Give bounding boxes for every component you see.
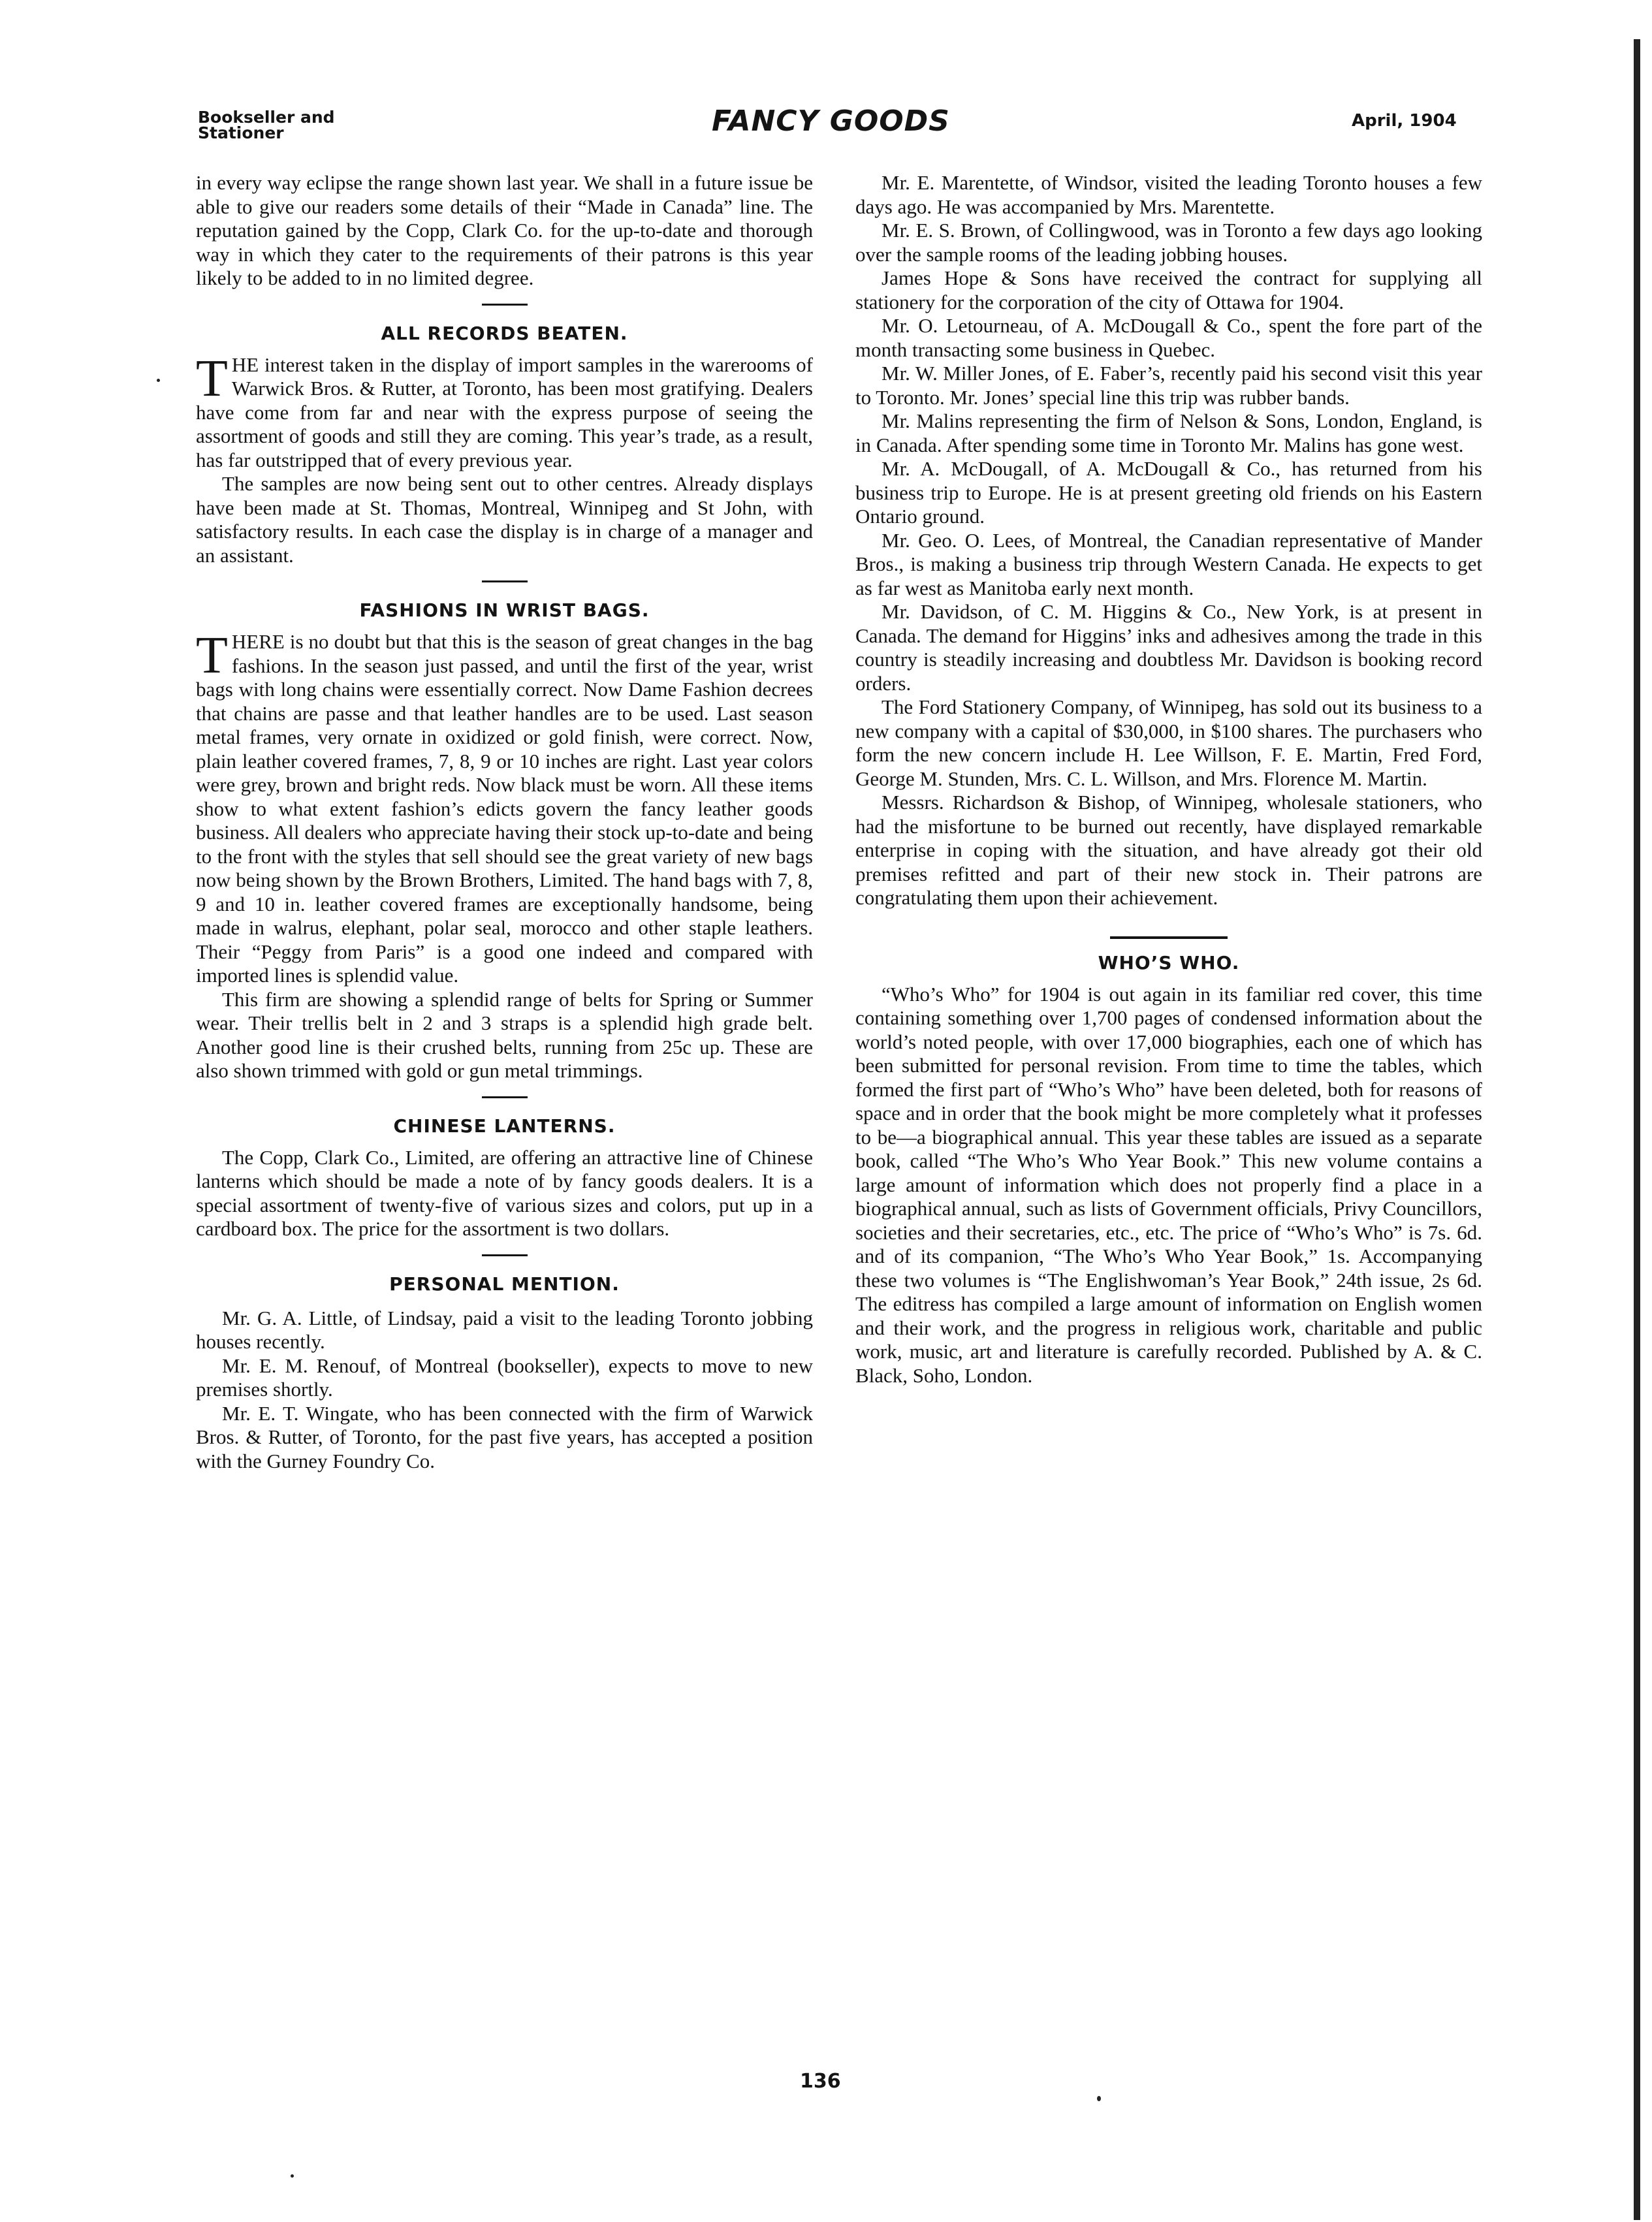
scan-speck (291, 2174, 294, 2178)
section-title: FANCY GOODS (712, 104, 950, 138)
heading-all-records-beaten: ALL RECORDS BEATEN. (381, 322, 628, 344)
heading-whos-who: WHO’S WHO. (1098, 951, 1240, 974)
scan-speck (157, 379, 160, 382)
news-item: Mr. A. McDougall, of A. McDougall & Co., has returned from his business trip to Europe. He is at present greeting old friends on his Eastern Ontario ground. (855, 457, 1482, 528)
heading-personal-mention: PERSONAL MENTION. (389, 1273, 620, 1295)
article-paragraph: The samples are now being sent out to other centres. Already displays have been made at St. Thomas, Montreal, Winnipeg and St John, with satisfactory results. In each case the display is in charge of a manager and an assistant. (196, 472, 813, 567)
news-item: Mr. Malins representing the firm of Nelson & Sons, London, England, is in Canada. After spending some time in Toronto Mr. Malins has gone west. (855, 409, 1482, 456)
divider (482, 580, 528, 582)
scan-speck (1097, 2096, 1101, 2101)
article-paragraph: THERE is no doubt but that this is the season of great changes in the bag fashions. In the season just passed, and until the first of the year, wrist bags with long chains were essentially correct. Now Dame Fashion decrees that chains are passe and that leather handles are to be used. Last season metal frames, very ornate in oxidized or gold finish, were correct. Now, plain leather covered frames, 7, 8, 9 or 10 inches are right. Last year colors were grey, brown and bright reds. Now black must be worn. All these items show to what extent fashion’s edicts govern the fancy leather goods business. All dealers who appreciate having their stock up-to-date and being to the front with the styles that sell should see the great variety of new bags now being shown by the Brown Brothers, Limited. The hand bags with 7, 8, 9 and 10 in. leather covered frames are exceptionally handsome, being made in walrus, elephant, polar seal, morocco and other staple leathers. Their “Peggy from Paris” is a good one indeed and compared with imported lines is splendid value. (196, 627, 813, 987)
intro-paragraph: in every way eclipse the range shown last year. We shall in a future issue be able to give our readers some details of their “Made in Canada” line. The reputation gained by the Copp, Clark Co. for the up-to-date and thorough way in which they cater to the requirements of their patrons is this year likely to be added to in no limited degree. (196, 171, 813, 289)
left-column (196, 171, 813, 1473)
article-paragraph: This firm are showing a splendid range of belts for Spring or Summer wear. Their trellis belt in 2 and 3 straps is a splendid high grade belt. Another good line is their crushed belts, running from 25c up. These are also shown trimmed with gold or gun metal trimmings. (196, 987, 813, 1082)
divider (482, 1254, 528, 1256)
news-item: The Ford Stationery Company, of Winnipeg, has sold out its business to a new company with a capital of $30,000, in $100 shares. The purchasers who form the new concern include H. Lee Willson, F. E. Martin, Fred Ford, George M. Stunden, Mrs. C. L. Willson, and Mrs. Florence M. Martin. (855, 695, 1482, 790)
running-header (0, 104, 1652, 150)
drop-cap: T (196, 627, 228, 684)
news-item: Mr. E. S. Brown, of Collingwood, was in Toronto a few days ago looking over the sample rooms of the leading jobbing houses. (855, 219, 1482, 266)
divider (1110, 936, 1228, 939)
page-number: 136 (800, 2070, 841, 2093)
heading-chinese-lanterns: CHINESE LANTERNS. (393, 1115, 616, 1137)
news-item: Messrs. Richardson & Bishop, of Winnipeg, wholesale stationers, who had the misfortune to be burned out recently, have displayed remarkable enterprise in coping with the situation, and have already got their old premises refitted and part of their new stock in. Their patrons are congratulating them upon their achievement. (855, 791, 1482, 909)
right-column (855, 171, 1482, 1388)
article-paragraph: The Copp, Clark Co., Limited, are offering an attractive line of Chinese lanterns which should be made a note of by fancy goods dealers. It is a special assortment of twenty-five of various sizes and colors, put up in a cardboard box. The price for the assortment is two dollars. (196, 1145, 813, 1240)
publication-name (198, 110, 335, 141)
article-paragraph: Mr. G. A. Little, of Lindsay, paid a visit to the leading Toronto jobbing houses recently. (196, 1306, 813, 1353)
news-item: Mr. Geo. O. Lees, of Montreal, the Canadian representative of Mander Bros., is making a business trip through Western Canada. He expects to get as far west as Manitoba early next month. (855, 528, 1482, 599)
article-paragraph: Mr. E. T. Wingate, who has been connected with the firm of Warwick Bros. & Rutter, of Toronto, for the past five years, has accepted a position with the Gurney Foundry Co. (196, 1401, 813, 1472)
news-item: Mr. Davidson, of C. M. Higgins & Co., New York, is at present in Canada. The demand for Higgins’ inks and adhesives among the trade in this country is steadily increasing and doubtless Mr. Davidson is booking record orders. (855, 600, 1482, 695)
drop-cap: T (196, 349, 228, 407)
publication-name-line2: Stationer (198, 123, 284, 142)
publication-name-line1: Bookseller and (198, 108, 335, 127)
news-item: Mr. E. Marentette, of Windsor, visited the leading Toronto houses a few days ago. He was accompanied by Mrs. Marentette. (855, 171, 1482, 218)
news-item: James Hope & Sons have received the contract for supplying all stationery for the corporation of the city of Ottawa for 1904. (855, 266, 1482, 313)
news-item: Mr. O. Letourneau, of A. McDougall & Co., spent the fore part of the month transacting some business in Quebec. (855, 314, 1482, 361)
divider (482, 304, 528, 306)
article-paragraph: Mr. E. M. Renouf, of Montreal (bookseller), expects to move to new premises shortly. (196, 1354, 813, 1401)
article-paragraph: THE interest taken in the display of import samples in the warerooms of Warwick Bros. & Rutter, at Toronto, has been most gratifying. Dealers have come from far and near with the express purpose of seeing the assortment of goods and still they are coming. This year’s trade, as a result, has far outstripped that of every previous year. (196, 349, 813, 471)
heading-fashions-in-wrist-bags: FASHIONS IN WRIST BAGS. (359, 599, 650, 621)
scan-edge (1634, 39, 1640, 2220)
issue-date: April, 1904 (1352, 111, 1457, 131)
article-paragraph: “Who’s Who” for 1904 is out again in its familiar red cover, this time containing something over 1,700 pages of condensed information about the world’s noted people, with over 17,000 biographies, each one of which has been submitted for personal revision. From time to time the tables, which formed the first part of “Who’s Who” have been deleted, both for reasons of space and in order that the book might be more completely what it professes to be—a biographical annual. This year these tables are issued as a separate book, called “The Who’s Who Year Book.” This new volume contains a large amount of information which does not properly find a place in a biographical annual, such as lists of Government officials, Privy Councillors, societies and their secretaries, etc., etc. The price of “Who’s Who” is 7s. 6d. and of its companion, “The Who’s Who Year Book,” 1s. Accompanying these two volumes is “The Englishwoman’s Year Book,” 24th issue, 2s 6d. The editress has compiled a large amount of information on English women and their work, and the progress in religious work, charitable and public work, music, art and literature is carefully recorded. Published by A. & C. Black, Soho, London. (855, 982, 1482, 1387)
divider (482, 1096, 528, 1098)
news-item: Mr. W. Miller Jones, of E. Faber’s, recently paid his second visit this year to Toronto. Mr. Jones’ special line this trip was rubber bands. (855, 362, 1482, 409)
